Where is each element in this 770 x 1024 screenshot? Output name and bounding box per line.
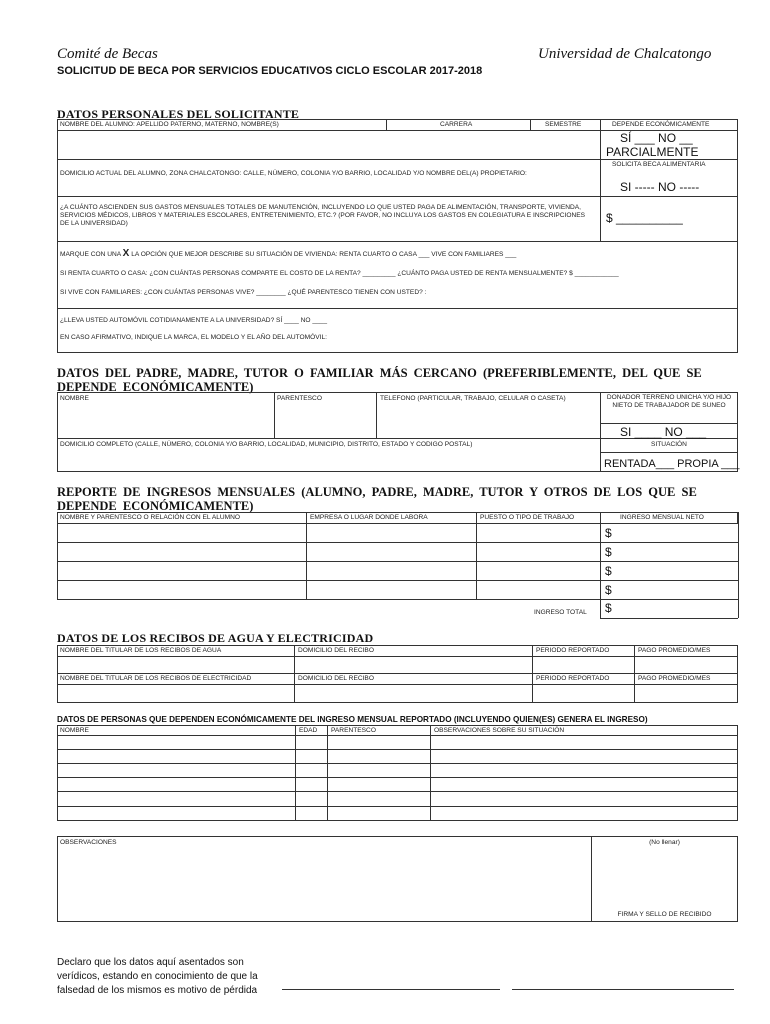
donor-options[interactable]: SI ____ NO ___	[620, 425, 707, 439]
expenses-amount[interactable]: $ __________	[606, 211, 683, 225]
no-fill-label: (No llenar)	[649, 839, 680, 846]
signature-line-2[interactable]	[512, 989, 734, 990]
parent-phone-label: TELEFONO (PARTICULAR, TRABAJO, CELULAR O CASETA)	[380, 395, 566, 402]
signature-line-1[interactable]	[282, 989, 500, 990]
income-section-title: REPORTE DE INGRESOS MENSUALES (ALUMNO, PADRE, MADRE, TUTOR Y OTROS DE LOS QUE SE DEPENDE ECONÓMICAMENTE)	[57, 485, 697, 513]
housing-question: MARQUE CON UNA X LA OPCIÓN QUE MEJOR DESCRIBE SU SITUACIÓN DE VIVIENDA: RENTA CUARTO O CASA ___ VIVE CON FAMILIARES ___	[60, 248, 517, 259]
observations-box[interactable]	[57, 836, 738, 922]
dependents-relation-label: PARENTESCO	[331, 727, 376, 734]
water-period-label: PERIODO REPORTADO	[536, 647, 610, 654]
university-title: Universidad de Chalcatongo	[538, 46, 712, 62]
elec-holder-label: NOMBRE DEL TITULAR DE LOS RECIBOS DE ELECTRICIDAD	[60, 675, 252, 682]
situation-label: SITUACIÓN	[651, 441, 687, 448]
personal-section-title: DATOS PERSONALES DEL SOLICITANTE	[57, 107, 300, 121]
elec-address-label: DOMICILIO DEL RECIBO	[298, 675, 374, 682]
elec-period-label: PERIODO REPORTADO	[536, 675, 610, 682]
student-name-label: NOMBRE DEL ALUMNO: APELLIDO PATERNO, MATERNO, NOMBRE(S)	[60, 121, 279, 128]
water-avg-label: PAGO PROMEDIO/MES	[638, 647, 711, 654]
situation-options[interactable]: RENTADA___ PROPIA ___	[604, 458, 740, 470]
car-question: ¿LLEVA USTED AUTOMÓVIL COTIDIANAMENTE A LA UNIVERSIDAD? SÍ ____ NO ____	[60, 317, 328, 324]
utilities-section-title: DATOS DE LOS RECIBOS DE AGUA Y ELECTRICIDAD	[57, 631, 374, 645]
parent-relation-label: PARENTESCO	[277, 395, 322, 402]
income-total-currency[interactable]: $	[605, 601, 612, 615]
committee-title: Comité de Becas	[57, 46, 158, 62]
income-total-label: INGRESO TOTAL	[534, 609, 587, 616]
address-label: DOMICILIO ACTUAL DEL ALUMNO, ZONA CHALCATONGO: CALLE, NÚMERO, COLONIA Y/O BARRIO, LOCALIDAD Y/O NOMBRE DEL(A) PROPIETARIO:	[60, 170, 527, 177]
income-amount-label: INGRESO MENSUAL NETO	[620, 514, 704, 521]
depend-partial[interactable]: PARCIALMENTE	[606, 145, 699, 159]
depend-options[interactable]: SÍ ___ NO __	[620, 131, 693, 145]
income-currency-2[interactable]: $	[605, 545, 612, 559]
food-label: SOLICITA BECA ALIMENTARIA	[612, 161, 706, 168]
depend-label: DEPENDE ECONÓMICAMENTE	[612, 121, 710, 128]
car-detail: EN CASO AFIRMATIVO, INDIQUE LA MARCA, EL MODELO Y EL AÑO DEL AUTOMÓVIL:	[60, 334, 327, 341]
food-options[interactable]: SI ----- NO -----	[620, 180, 700, 194]
career-label: CARRERA	[440, 121, 473, 128]
water-holder-label: NOMBRE DEL TITULAR DE LOS RECIBOS DE AGUA	[60, 647, 222, 654]
semester-label: SEMESTRE	[545, 121, 582, 128]
signature-label: FIRMA Y SELLO DE RECIBIDO	[617, 911, 712, 918]
parent-address-label: DOMICILIO COMPLETO (CALLE, NÚMERO, COLONIA Y/O BARRIO, LOCALIDAD, MUNICIPIO, DISTRITO, ESTADO Y CODIGO POSTAL)	[60, 441, 473, 448]
dependents-name-label: NOMBRE	[60, 727, 89, 734]
rent-question: SI RENTA CUARTO O CASA: ¿CON CUÁNTAS PERSONAS COMPARTE EL COSTO DE LA RENTA? _________ ¿CUÁNTO PAGA USTED DE RENTA MENSUALMENTE? $ ____________	[60, 270, 619, 277]
income-job-label: PUESTO O TIPO DE TRABAJO	[480, 514, 575, 521]
form-subtitle: SOLICITUD DE BECA POR SERVICIOS EDUCATIVOS CICLO ESCOLAR 2017-2018	[57, 65, 483, 77]
parent-section-title: DATOS DEL PADRE, MADRE, TUTOR O FAMILIAR MÁS CERCANO (PREFERIBLEMENTE, DEL QUE SE DEPENDE ECONÓMICAMENTE)	[57, 366, 702, 394]
parent-name-label: NOMBRE	[60, 395, 89, 402]
income-currency-4[interactable]: $	[605, 583, 612, 597]
observations-label: OBSERVACIONES	[60, 839, 117, 846]
expenses-question: ¿A CUÁNTO ASCIENDEN SUS GASTOS MENSUALES TOTALES DE MANUTENCIÓN, INCLUYENDO LO QUE USTED PAGA DE ALIMENTACIÓN, TRANSPORTE, VIVIENDA, SERVICIOS MÉDICOS, LIBROS Y MATERIALES ESCOLARES, ENTRETENIMIENTO, ETC.? (POR FAVOR, NO INCLUYA LOS GASTOS EN COLEGIATURA E INSCRIPCIONES DE LA UNIVERSIDAD)	[60, 204, 586, 227]
donor-label: DONADOR TERRENO UNICHA Y/O HIJO NIETO DE TRABAJADOR DE SUNEO	[606, 394, 732, 409]
declaration-text: Declaro que los datos aquí asentados son verídicos, estando en conocimiento de que la falsedad de los mismos es motivo de pérdida	[57, 957, 258, 996]
income-name-label: NOMBRE Y PARENTESCO O RELACIÓN CON EL ALUMNO	[60, 514, 241, 521]
dependents-age-label: EDAD	[299, 727, 318, 734]
family-question: SI VIVE CON FAMILIARES: ¿CON CUÁNTAS PERSONAS VIVE? ________ ¿QUÉ PARENTESCO TIENEN CON USTED? :	[60, 289, 427, 296]
dependents-obs-label: OBSERVACIONES SOBRE SU SITUACIÓN	[434, 727, 565, 734]
income-company-label: EMPRESA O LUGAR DONDE LABORA	[310, 514, 428, 521]
income-currency-3[interactable]: $	[605, 564, 612, 578]
elec-avg-label: PAGO PROMEDIO/MES	[638, 675, 711, 682]
dependents-section-title: DATOS DE PERSONAS QUE DEPENDEN ECONÓMICAMENTE DEL INGRESO MENSUAL REPORTADO (INCLUYENDO QUIEN(ES) GENERA EL INGRESO)	[57, 715, 648, 724]
income-currency-1[interactable]: $	[605, 526, 612, 540]
water-address-label: DOMICILIO DEL RECIBO	[298, 647, 374, 654]
